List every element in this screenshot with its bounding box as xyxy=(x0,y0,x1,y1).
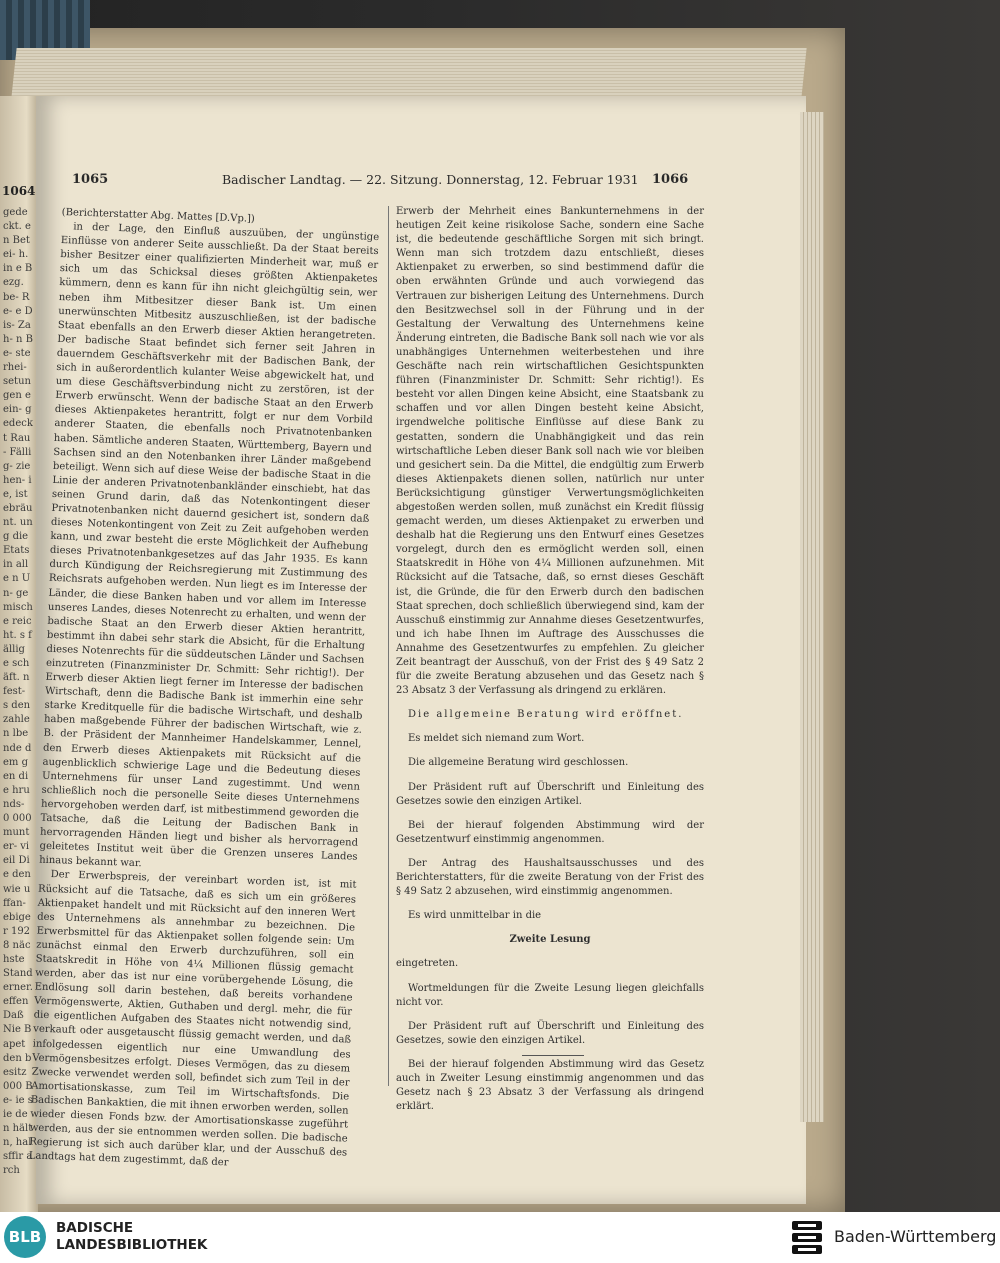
running-header: Badischer Landtag. — 22. Sitzung. Donnerstag, 12. Februar 1931 xyxy=(222,172,639,187)
library-name[interactable] xyxy=(56,1220,207,1254)
column-rule xyxy=(388,206,389,1086)
procedure-line: Bei der hierauf folgenden Abstimmung wird der Gesetzentwurf einstimmig angenommen. xyxy=(396,819,704,845)
library-name-line1: BADISCHE xyxy=(56,1220,134,1236)
previous-page-number: 1064 xyxy=(2,184,36,198)
end-rule xyxy=(522,1055,584,1056)
page-edges-right xyxy=(800,112,824,1122)
paragraph: Der Erwerbspreis, der vereinbart worden ist, ist mit Rücksicht auf die Tatsache, daß es sich um ein größeres Aktienpaket handelt und mit Rücksicht auf den inneren Wert des Unternehmens als annehmbar zu bezeichnen. Die Erwerbsmittel für das Aktienpaket sollen folgende sein: Um zunächst einmal den Erwerb durchzuführen, soll ein Staatskredit in Höhe von 4¼ Millionen flüssig gemacht werden, aber das ist nur eine vorübergehende Lösung, die Endlösung soll darin bestehen, daß bereits vorhandene Vermögenswerte, Aktien, Guthaben und dergl. mehr, die für die eigentlichen Aufgaben des Staates nicht notwendig sind, verkauft oder ausgetauscht flüssig gemacht werden, und daß infolgedessen eigentlich nur eine Umwandlung des Vermögensbesitzes erfolgt. Dieses Vermögen, das zu diesem Zwecke verwendet werden soll, befindet sich zum Teil in der Amortisationskasse, zum Teil im Wirtschaftsfonds. Die Badischen Bankaktien, die mit ihnen erworben werden, sollen wieder diesen Fonds bzw. der Amortisationskasse zugeführt werden, aus der sie entnommen werden sollen. Die badische Regierung ist sich auch darüber klar, und der Ausschuß des Landtags hat dem zugestimmt, daß der xyxy=(28,869,357,1169)
left-text-column xyxy=(29,206,380,1175)
state-name[interactable]: Baden-Württemberg xyxy=(834,1227,997,1246)
blb-logo[interactable]: BLB xyxy=(4,1216,46,1258)
procedure-line: Bei der hierauf folgenden Abstimmung wird das Gesetz auch in Zweiter Lesung einstimmig angenommen und das Gesetz nach § 23 Absatz 3 der Verfassung als dringend erklärt. xyxy=(396,1058,704,1113)
procedure-line: Es wird unmittelbar in die xyxy=(408,910,542,922)
paragraph: in der Lage, den Einfluß auszuüben, der ungünstige Einflüsse von anderer Seite ausschließt. Da der Staat bereits bisher Besitzer einer qualifizierten Minderheit war, muß er sich um das Schicksal dieses größten Aktienpaketes kümmern, denn es kann für ihn nicht gleichgültig sein, wer neben ihm Mitbesitzer dieser Bank ist. Um einen unerwünschten Mitbesitz auszuschließen, ist der badische Staat ebenfalls an den Erwerb dieser Aktien herangetreten. Der badische Staat befindet sich ferner seit Jahren in dauerndem Geschäftsverkehr mit der Badischen Bank, der sich in außerordentlich kulanter Weise abgewickelt hat, und um diese Geschäftsverbindung nicht zu zerstören, ist der Erwerb erwünscht. Wenn der badische Staat an den Erwerb dieses Aktienpaketes herantritt, folgt er nur dem Vorbild anderer Staaten, die ebenfalls noch Privatnotenbanken haben. Sämtliche anderen Staaten, Württemberg, Bayern und Sachsen sind an den Notenbanken ihrer Länder maßgebend beteiligt. Wenn sich auf diese Weise der badische Staat in die Linie der anderen Privatnotenbankländer einschiebt, hat das seinen Grund darin, daß das Notenkontingent dieser Privatnotenbanken nicht dauernd gesichert ist, sondern daß dieses Notenkontingent von Zeit zu Zeit aufgehoben werden kann, und zwar besteht die erste Möglichkeit der Aufhebung dieses Privatnotenbankgesetzes auf das Jahr 1935. Es kann durch Kündigung der Reichsregierung mit Zustimmung des Reichsrats aufgehoben werden. Nun liegt es im Interesse der Länder, die diese Banken haben und vor allem im Interesse unseres Landes, dieses Notenrecht zu erhalten, und wenn der badische Staat an den Erwerb dieser Aktien herantritt, bestimmt ihn dabei sehr stark die Absicht, für die Erhaltung dieses Notenrechts für die süddeutschen Länder und Sachsen einzutreten (Finanzminister Dr. Schmitt: Sehr richtig!). Der Erwerb dieser Aktien liegt ferner im Interesse der badischen Wirtschaft, denn die Badische Bank ist immerhin eine sehr starke Kreditquelle für die badische Wirtschaft, und deshalb haben maßgebende Führer der badischen Wirtschaft, wie z. B. der Präsident der Mannheimer Handelskammer, Lennel, den Erwerb dieses Aktienpakets mit Rücksicht auf die augenblicklich schwierige Lage und die Bedeutung dieses Unternehmens für unser Land zugestimmt. Und wenn schließlich noch die personelle Seite dieses Unternehmens hervorgehoben werden darf, ist mitbestimmend geworden die Tatsache, daß die Leitung der Badischen Bank in hervorragenden Händen liegt und bisher als hervorragend geleitetes Institut weit über die Grenzen unseres Landes hinaus bekannt war. xyxy=(38,221,380,870)
page-number-right: 1066 xyxy=(652,172,689,187)
speaker-line: (Berichterstatter Abg. Mattes [D.Vp.]) xyxy=(61,206,255,225)
baden-wuerttemberg-lions-icon xyxy=(790,1219,824,1255)
page-number-left: 1065 xyxy=(72,172,109,187)
procedure-line: Der Antrag des Haushaltsausschusses und des Berichterstatters, für die zweite Beratung von der Frist des § 49 Satz 2 abzusehen, wird einstimmig angenommen. xyxy=(396,857,704,898)
page-stack-top xyxy=(11,48,806,98)
paragraph: Erwerb der Mehrheit eines Bankunternehmens in der heutigen Zeit keine risikolose Sache, sondern eine Sache ist, die bedeutende geschäftliche Sorgen mit sich bringt. Wenn man sich trotzdem dazu entschließt, dieses Aktienpaket zu erwerben, so sind bestimmend dafür die oben erwähnten Gründe und auch vorwiegend das Vertrauen zur bisherigen Leitung des Unternehmens. Durch den Besitzwechsel soll in der Führung und in der Gestaltung der Verwaltung des Unternehmens keine Änderung eintreten, die Badische Bank soll nach wie vor als unabhängiges Unternehmen weiterbestehen und ihre Geschäfte nach rein wirtschaftlichen Gesichtspunkten führen (Finanzminister Dr. Schmitt: Sehr richtig!). Es besteht vor allen Dingen keine Absicht, eine Staatsbank zu schaffen und vor allen Dingen besteht keine Absicht, irgendwelche politische Einflüsse auf diese Bank zu gestatten, sondern die Unabhängigkeit und das rein wirtschaftliche Leben dieser Bank soll nach wie vor bleiben und gesichert sein. Da die Mittel, die endgültig zum Erwerb dieses Aktienpakets dienen sollen, natürlich nur unter Berücksichtigung günstiger Verwertungsmöglichkeiten abgestoßen werden sollen, muß zunächst ein Kredit flüssig gemacht werden, um dieses Aktienpaket zu erwerben und deshalb hat die Regierung uns den Entwurf eines Gesetzes vorgelegt, durch den es ermöglicht werden soll, einen Staatskredit in Höhe von 4¼ Millionen aufzunehmen. Mit Rücksicht auf die Tatsache, daß, so ernst dieses Geschäft ist, die Gründe, die für den Erwerb durch den badischen Staat sprechen, doch schließlich überwiegend sind, kam der Ausschuß einstimmig zur Annahme dieses Gesetzentwurfes, und ich habe Ihnen im Auftrage des Ausschusses die Annahme des Gesetzentwurfes zu empfehlen. Zu gleicher Zeit beantragt der Ausschuß, von der Frist des § 49 Satz 2 für die zweite Beratung abzusehen und das Gesetz nach § 23 Absatz 3 der Verfassung als dringend zu erklären. xyxy=(396,206,704,697)
procedure-line: eingetreten. xyxy=(396,958,459,970)
procedure-line: Wortmeldungen für die Zweite Lesung liegen gleichfalls nicht vor. xyxy=(396,982,704,1008)
previous-page-text: gedeckt. en Betei- h. in e Bezg. be- Re- e Dis- Zah- n Be- sterhei- setungen e ein- gedeckt Rau- Fällig- ziehen- ie, ist ebräunt. ung die Etats in alle n Un- gemische reicht. s fällig e schäft. n fest- s den zahlen lbende dem gen die hrunds- 0 000 munter- vieil Die den wie uffan- ebiger 1928 nächste Stand erner. effen Daß Nie Bapet den besitz 000 Be- ie sie den hältn, hal sffir arch xyxy=(3,207,33,1177)
procedure-line: Der Präsident ruft auf Überschrift und Einleitung des Gesetzes sowie den einzigen Artikel. xyxy=(396,781,704,807)
section-heading: Zweite Lesung xyxy=(509,934,591,946)
right-text-column xyxy=(396,205,704,1114)
procedure-line: Der Präsident ruft auf Überschrift und Einleitung des Gesetzes, sowie den einzigen Artikel. xyxy=(396,1020,704,1046)
procedure-line: Die allgemeine Beratung wird eröffnet. xyxy=(408,709,684,721)
procedure-line: Es meldet sich niemand zum Wort. xyxy=(408,733,585,745)
library-name-line2: LANDESBIBLIOTHEK xyxy=(56,1237,208,1253)
procedure-line: Die allgemeine Beratung wird geschlossen. xyxy=(408,757,629,769)
